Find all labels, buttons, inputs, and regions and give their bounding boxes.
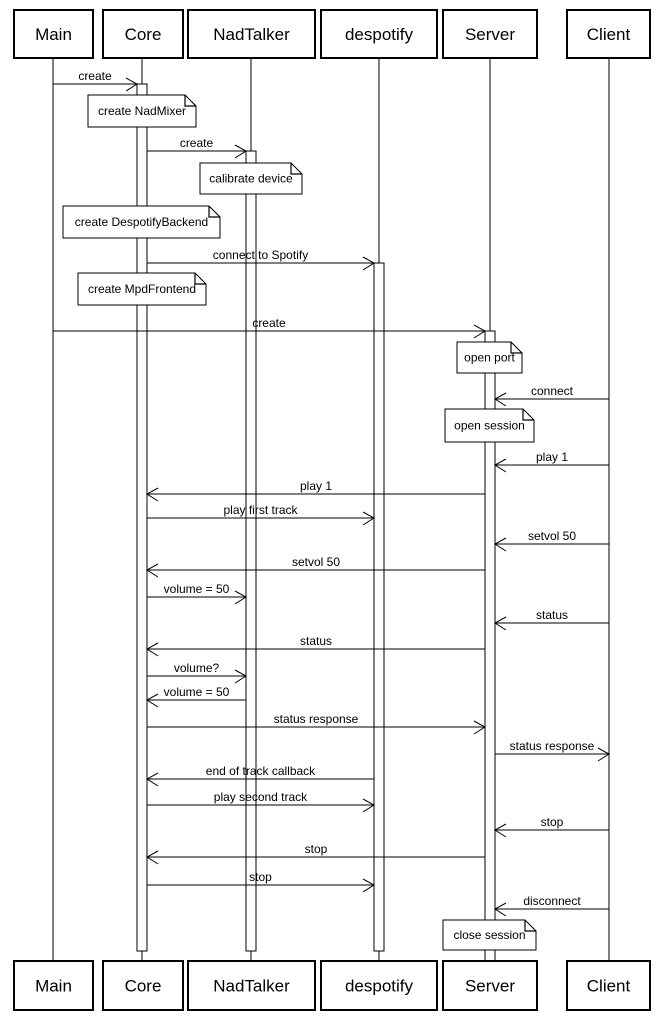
message-label: volume = 50 xyxy=(163,685,230,699)
message-label: status response xyxy=(273,712,359,726)
message-label: stop xyxy=(304,842,328,856)
foot-label-server: Server xyxy=(464,976,516,996)
message-label: play second track xyxy=(213,790,308,804)
head-label-client: Client xyxy=(586,25,631,44)
activation-nadtalker xyxy=(246,151,256,951)
message-label: end of track callback xyxy=(205,764,316,778)
message-label: connect xyxy=(530,384,574,398)
foot-label-nadtalker: NadTalker xyxy=(213,976,290,996)
note-label: open session xyxy=(454,418,525,433)
foot-label-despotify: despotify xyxy=(344,976,414,996)
note-label: create DespotifyBackend xyxy=(74,215,209,229)
message-label: status xyxy=(299,634,333,648)
activation-despotify xyxy=(374,263,384,951)
head-label-main: Main xyxy=(35,25,72,44)
message-label: disconnect xyxy=(523,894,581,908)
message-label: status response xyxy=(509,739,595,753)
message-label: connect to Spotify xyxy=(212,248,309,262)
message-label: play 1 xyxy=(299,479,333,493)
note-label: close session xyxy=(453,928,526,942)
head-label-core: Core xyxy=(124,25,162,44)
message-label: volume? xyxy=(173,661,220,675)
head-label-nadtalker: NadTalker xyxy=(213,25,290,44)
note-label: open port xyxy=(464,350,515,365)
foot-label-core: Core xyxy=(124,976,162,996)
message-label: create xyxy=(252,316,286,330)
message-label: stop xyxy=(540,815,564,829)
message-label: setvol 50 xyxy=(527,529,577,543)
note-label: calibrate device xyxy=(209,171,293,186)
message-label: play first track xyxy=(223,503,298,517)
message-label: status xyxy=(535,608,569,622)
foot-label-main: Main xyxy=(35,976,72,996)
note-label: create MpdFrontend xyxy=(87,282,197,296)
message-label: stop xyxy=(249,870,272,884)
message-label: create xyxy=(78,69,112,83)
head-label-despotify: despotify xyxy=(344,25,414,44)
foot-label-client: Client xyxy=(586,976,631,996)
message-label: setvol 50 xyxy=(291,555,341,569)
message-label: create xyxy=(179,136,214,150)
head-label-server: Server xyxy=(464,25,516,44)
note-label: create NadMixer xyxy=(97,104,187,118)
message-label: volume = 50 xyxy=(163,582,230,596)
message-label: play 1 xyxy=(535,450,569,464)
